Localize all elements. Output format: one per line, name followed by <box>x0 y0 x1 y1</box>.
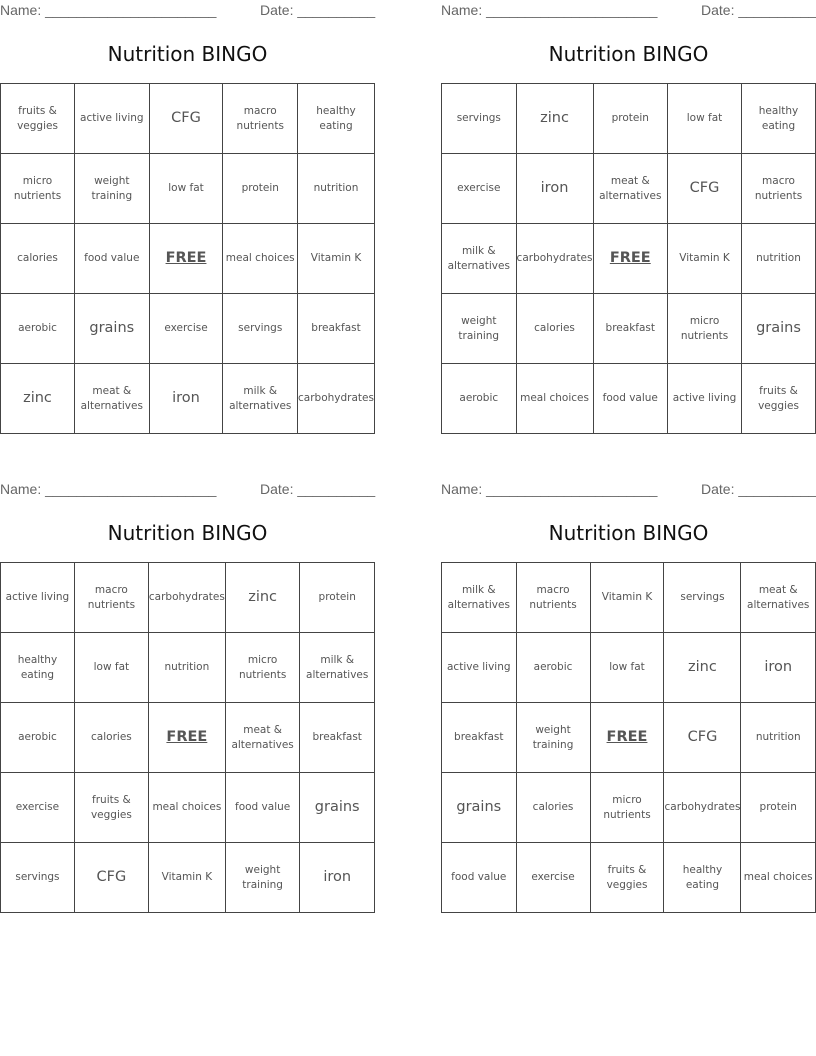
bingo-square[interactable]: meal choices <box>516 364 593 434</box>
bingo-square[interactable]: iron <box>516 154 593 224</box>
bingo-square[interactable]: carbohydrates <box>148 563 225 633</box>
bingo-square[interactable]: active living <box>668 364 742 434</box>
bingo-square[interactable]: breakfast <box>298 294 375 364</box>
bingo-square[interactable]: weight training <box>442 294 517 364</box>
card-title: Nutrition BINGO <box>548 521 709 545</box>
bingo-square[interactable]: servings <box>442 84 517 154</box>
bingo-square[interactable]: Vitamin K <box>668 224 742 294</box>
bingo-square[interactable]: CFG <box>664 703 741 773</box>
bingo-row <box>442 84 816 154</box>
bingo-square[interactable]: exercise <box>149 294 223 364</box>
bingo-row <box>1 294 375 364</box>
bingo-square[interactable]: CFG <box>74 843 148 913</box>
bingo-square[interactable]: nutrition <box>742 224 816 294</box>
bingo-square[interactable]: iron <box>300 843 375 913</box>
date-field[interactable]: Date: __________ <box>260 481 376 497</box>
bingo-square[interactable]: fruits & veggies <box>74 773 148 843</box>
name-date-line <box>0 481 375 499</box>
free-square[interactable]: FREE <box>593 224 668 294</box>
bingo-square[interactable]: exercise <box>516 843 590 913</box>
bingo-row <box>1 633 375 703</box>
bingo-square[interactable]: healthy eating <box>742 84 816 154</box>
bingo-square[interactable]: low fat <box>668 84 742 154</box>
bingo-square[interactable]: carbohydrates <box>516 224 593 294</box>
bingo-square[interactable]: zinc <box>664 633 741 703</box>
bingo-square[interactable]: meat & alternatives <box>225 703 300 773</box>
bingo-square[interactable]: exercise <box>1 773 75 843</box>
bingo-square[interactable]: servings <box>1 843 75 913</box>
bingo-row <box>442 154 816 224</box>
bingo-square[interactable]: meat & alternatives <box>741 563 816 633</box>
bingo-grid <box>0 562 375 913</box>
name-field[interactable]: Name: ______________________ <box>441 2 658 18</box>
bingo-square[interactable]: servings <box>664 563 741 633</box>
free-square[interactable]: FREE <box>148 703 225 773</box>
bingo-square[interactable]: grains <box>300 773 375 843</box>
bingo-grid <box>0 83 375 434</box>
bingo-row <box>1 843 375 913</box>
bingo-square[interactable]: macro nutrients <box>742 154 816 224</box>
bingo-square[interactable]: CFG <box>149 84 223 154</box>
bingo-square[interactable]: calories <box>1 224 75 294</box>
bingo-row <box>1 224 375 294</box>
bingo-row <box>1 703 375 773</box>
bingo-square[interactable]: zinc <box>1 364 75 434</box>
bingo-square[interactable]: meal choices <box>223 224 298 294</box>
bingo-square[interactable]: protein <box>593 84 668 154</box>
bingo-square[interactable]: meat & alternatives <box>593 154 668 224</box>
bingo-row <box>1 563 375 633</box>
bingo-square[interactable]: Vitamin K <box>590 563 664 633</box>
bingo-square[interactable]: low fat <box>590 633 664 703</box>
name-field[interactable]: Name: ______________________ <box>0 481 217 497</box>
bingo-square[interactable]: food value <box>442 843 517 913</box>
card-title: Nutrition BINGO <box>107 42 268 66</box>
bingo-row <box>442 703 816 773</box>
bingo-square[interactable]: fruits & veggies <box>590 843 664 913</box>
bingo-row <box>442 364 816 434</box>
bingo-square[interactable]: food value <box>593 364 668 434</box>
bingo-square[interactable]: micro nutrients <box>1 154 75 224</box>
name-date-line <box>0 2 375 20</box>
bingo-square[interactable]: macro nutrients <box>223 84 298 154</box>
bingo-square[interactable]: macro nutrients <box>74 563 148 633</box>
bingo-square[interactable]: Vitamin K <box>298 224 375 294</box>
bingo-square[interactable]: nutrition <box>148 633 225 703</box>
bingo-square[interactable]: grains <box>742 294 816 364</box>
bingo-square[interactable]: aerobic <box>442 364 517 434</box>
bingo-square[interactable]: servings <box>223 294 298 364</box>
bingo-square[interactable]: breakfast <box>442 703 517 773</box>
bingo-row <box>1 154 375 224</box>
name-field[interactable]: Name: ______________________ <box>0 2 217 18</box>
bingo-row <box>442 843 816 913</box>
bingo-square[interactable]: healthy eating <box>664 843 741 913</box>
free-square[interactable]: FREE <box>590 703 664 773</box>
bingo-square[interactable]: milk & alternatives <box>442 224 517 294</box>
bingo-square[interactable]: calories <box>74 703 148 773</box>
date-field[interactable]: Date: __________ <box>701 481 816 497</box>
card-title: Nutrition BINGO <box>107 521 268 545</box>
bingo-square[interactable]: food value <box>75 224 150 294</box>
bingo-square[interactable]: low fat <box>74 633 148 703</box>
card-title: Nutrition BINGO <box>548 42 709 66</box>
bingo-square[interactable]: calories <box>516 773 590 843</box>
bingo-square[interactable]: weight training <box>225 843 300 913</box>
name-date-line <box>441 481 816 499</box>
bingo-square[interactable]: milk & alternatives <box>300 633 375 703</box>
bingo-square[interactable]: food value <box>225 773 300 843</box>
bingo-square[interactable]: carbohydrates <box>664 773 741 843</box>
bingo-square[interactable]: iron <box>149 364 223 434</box>
bingo-row <box>1 773 375 843</box>
bingo-square[interactable]: iron <box>741 633 816 703</box>
bingo-grid <box>441 83 816 434</box>
bingo-square[interactable]: weight training <box>75 154 150 224</box>
bingo-row <box>442 633 816 703</box>
bingo-square[interactable]: grains <box>442 773 517 843</box>
bingo-square[interactable]: zinc <box>225 563 300 633</box>
bingo-square[interactable]: breakfast <box>300 703 375 773</box>
bingo-row <box>1 84 375 154</box>
bingo-row <box>442 563 816 633</box>
bingo-square[interactable]: active living <box>75 84 150 154</box>
bingo-square[interactable]: nutrition <box>741 703 816 773</box>
bingo-square[interactable]: nutrition <box>298 154 375 224</box>
bingo-square[interactable]: macro nutrients <box>516 563 590 633</box>
bingo-square[interactable]: meat & alternatives <box>75 364 150 434</box>
bingo-square[interactable]: milk & alternatives <box>442 563 517 633</box>
date-field[interactable]: Date: __________ <box>260 2 376 18</box>
name-field[interactable]: Name: ______________________ <box>441 481 658 497</box>
bingo-row <box>442 224 816 294</box>
bingo-square[interactable]: exercise <box>442 154 517 224</box>
bingo-square[interactable]: fruits & veggies <box>742 364 816 434</box>
bingo-square[interactable]: micro nutrients <box>668 294 742 364</box>
bingo-square[interactable]: micro nutrients <box>590 773 664 843</box>
bingo-square[interactable]: zinc <box>516 84 593 154</box>
bingo-square[interactable]: meal choices <box>741 843 816 913</box>
bingo-square[interactable]: Vitamin K <box>148 843 225 913</box>
bingo-square[interactable]: micro nutrients <box>225 633 300 703</box>
bingo-square[interactable]: active living <box>1 563 75 633</box>
bingo-square[interactable]: milk & alternatives <box>223 364 298 434</box>
bingo-row <box>1 364 375 434</box>
date-field[interactable]: Date: __________ <box>701 2 816 18</box>
bingo-square[interactable]: calories <box>516 294 593 364</box>
bingo-square[interactable]: fruits & veggies <box>1 84 75 154</box>
bingo-square[interactable]: meal choices <box>148 773 225 843</box>
bingo-square[interactable]: healthy eating <box>1 633 75 703</box>
bingo-square[interactable]: protein <box>741 773 816 843</box>
bingo-square[interactable]: protein <box>300 563 375 633</box>
bingo-row <box>442 294 816 364</box>
bingo-square[interactable]: aerobic <box>1 703 75 773</box>
bingo-square[interactable]: active living <box>442 633 517 703</box>
bingo-square[interactable]: healthy eating <box>298 84 375 154</box>
bingo-square[interactable]: aerobic <box>1 294 75 364</box>
bingo-square[interactable]: protein <box>223 154 298 224</box>
bingo-square[interactable]: grains <box>75 294 150 364</box>
bingo-grid <box>441 562 816 913</box>
free-square[interactable]: FREE <box>149 224 223 294</box>
bingo-row <box>442 773 816 843</box>
bingo-square[interactable]: CFG <box>668 154 742 224</box>
bingo-square[interactable]: low fat <box>149 154 223 224</box>
name-date-line <box>441 2 816 20</box>
bingo-square[interactable]: carbohydrates <box>298 364 375 434</box>
bingo-square[interactable]: aerobic <box>516 633 590 703</box>
bingo-square[interactable]: weight training <box>516 703 590 773</box>
bingo-square[interactable]: breakfast <box>593 294 668 364</box>
